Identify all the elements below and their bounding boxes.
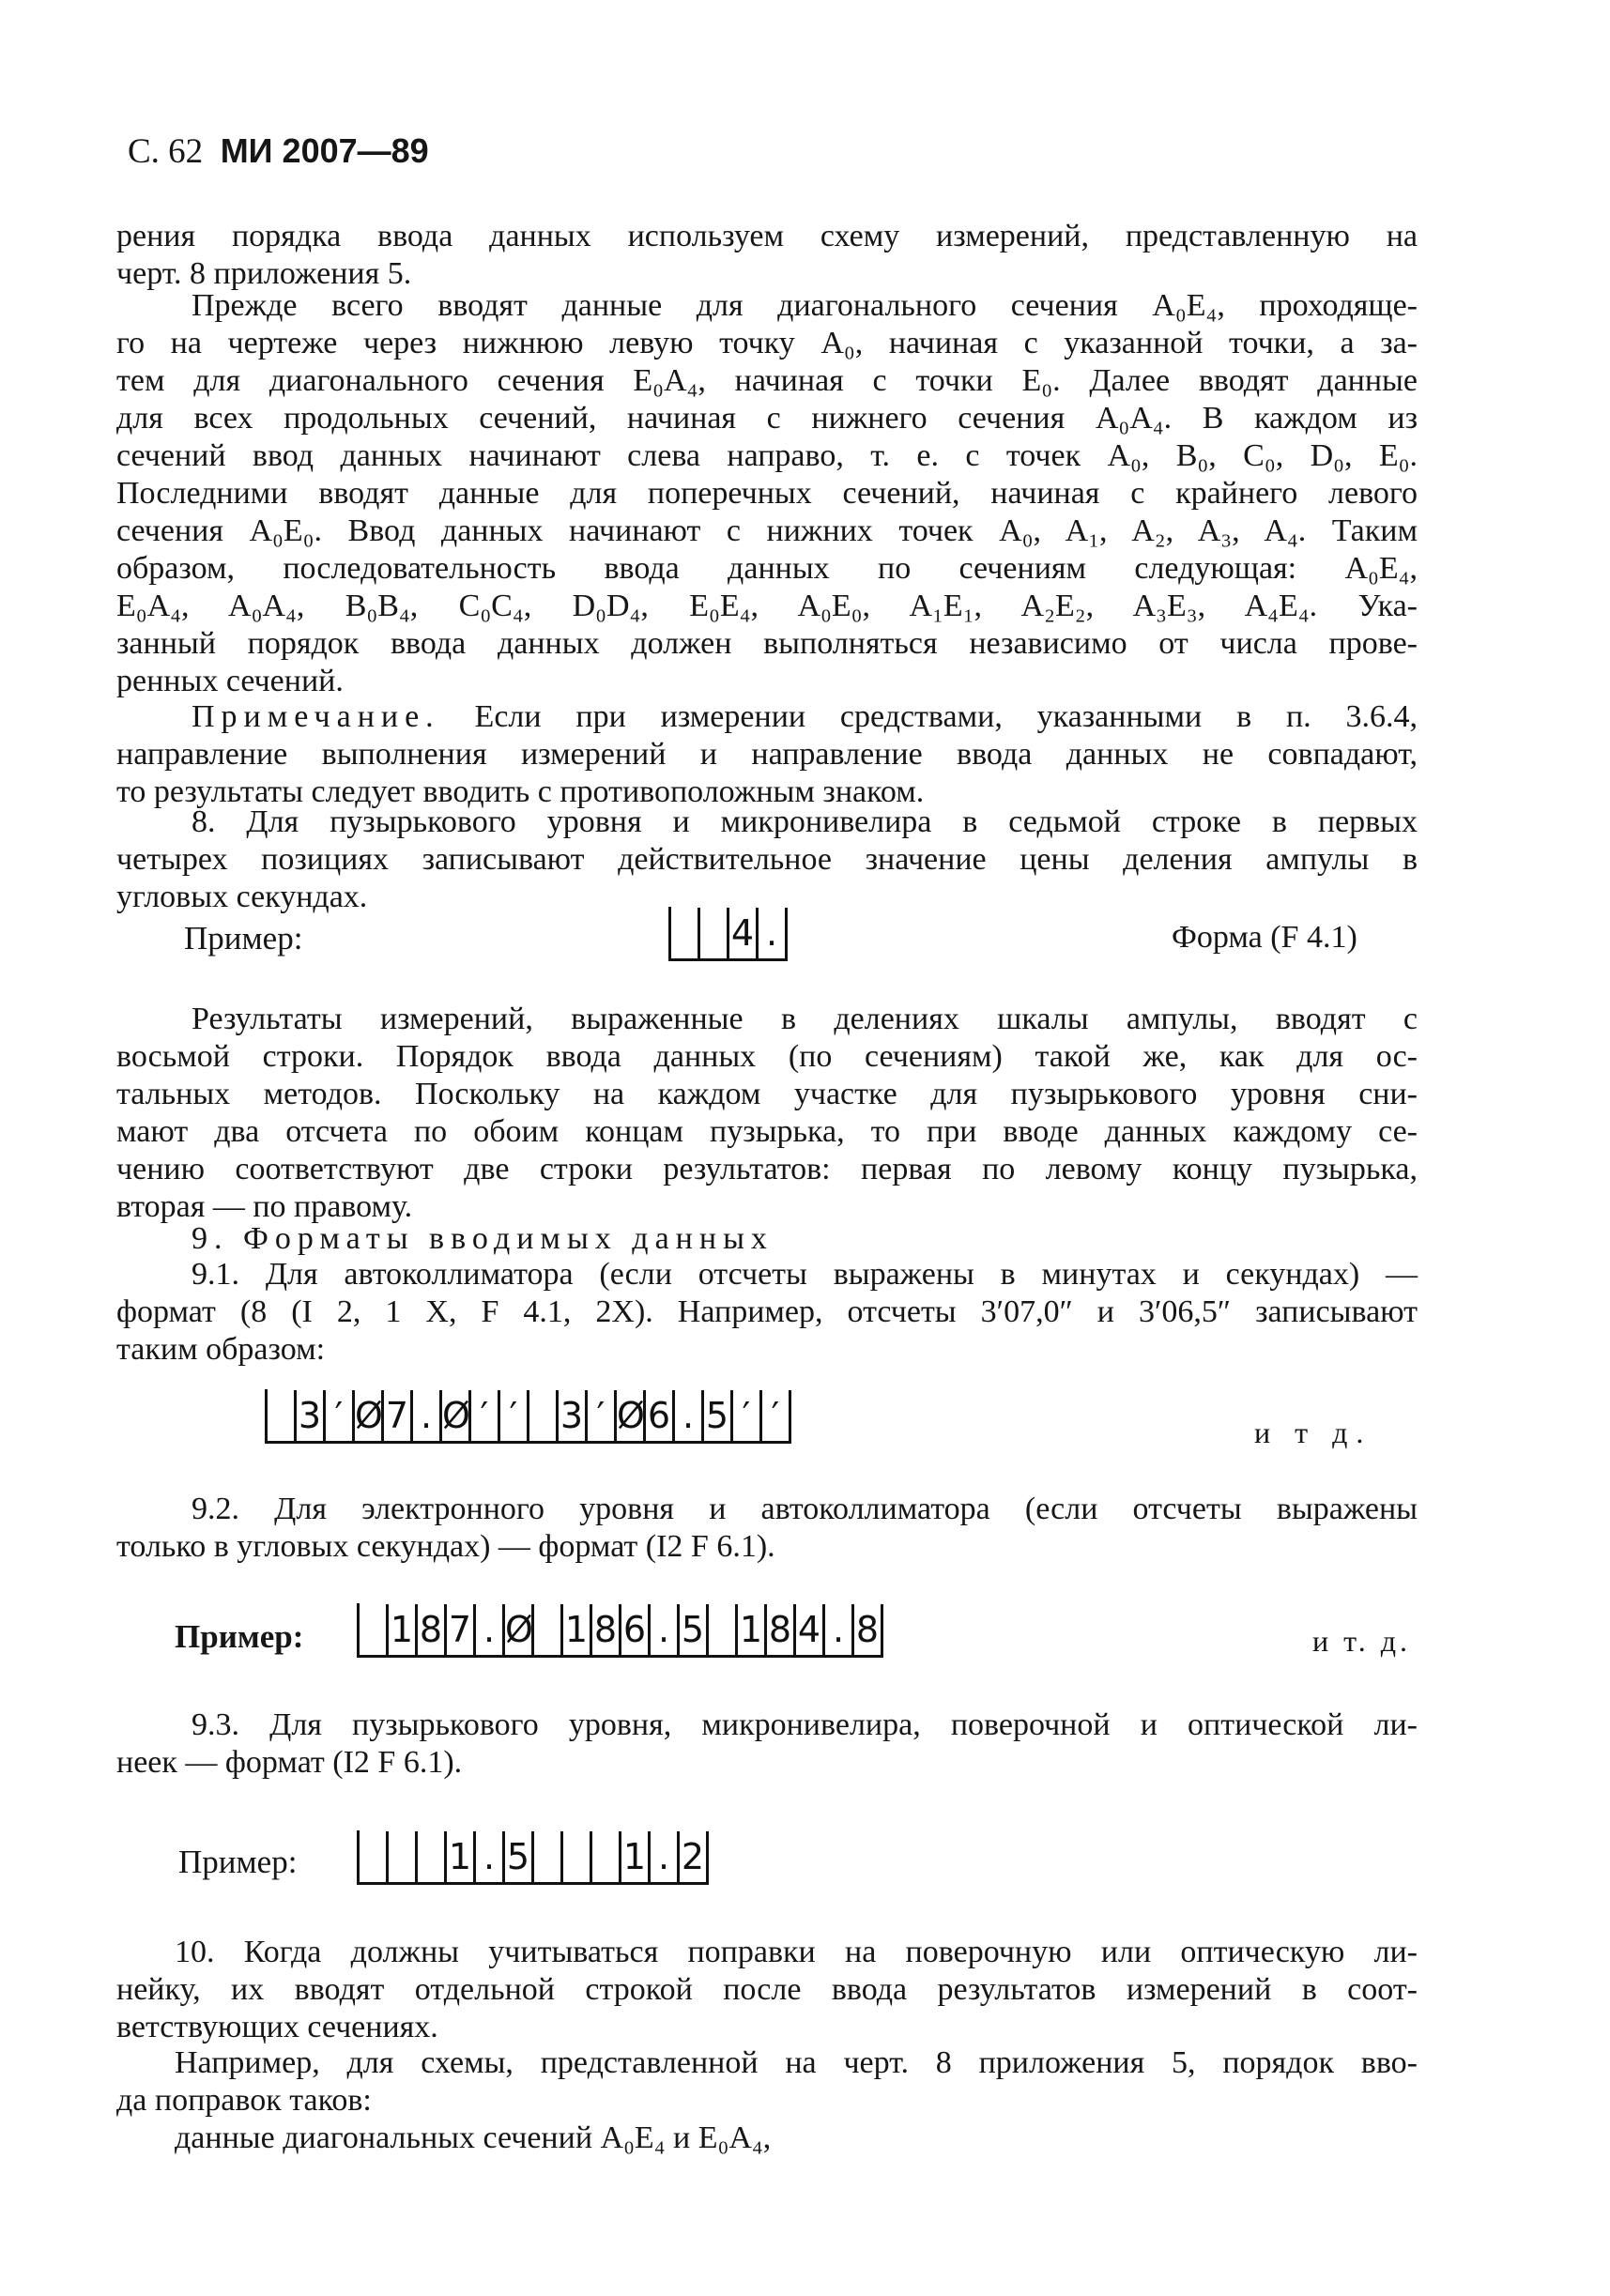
- section-title: 9. Форматы вводимых данных: [192, 1221, 774, 1256]
- box-cell: 5: [680, 1604, 709, 1655]
- text-line: мают два отсчета по обоим концам пузырька, то при вводе данных каждому се-: [116, 1114, 1418, 1149]
- box-cell: [360, 1604, 389, 1655]
- text-line: занный порядок ввода данных должен выполняться независимо от числа прове-: [116, 626, 1418, 661]
- text-line: E₀A₄, A₀A₄, B₀B₄, C₀C₄, D₀D₄, E₀E₄, A₀E₀, A₁E₁, A₂E₂, A₃E₃, A₄E₄. Ука-: [116, 589, 1418, 623]
- box-cell: Ø: [355, 1390, 384, 1441]
- box-cell: ′: [471, 1390, 500, 1441]
- box-cell: 1: [621, 1831, 651, 1882]
- text-line: черт. 8 приложения 5.: [116, 256, 412, 291]
- text-line: сечения A₀E₀. Ввод данных начинают с нижних точек A₀, A₁, A₂, A₃, A₄. Таким: [116, 513, 1418, 548]
- text-line: четырех позициях записывают действительное значение цены деления ампулы в: [116, 842, 1418, 877]
- box-cell: 8: [767, 1604, 796, 1655]
- text-line: Прежде всего вводят данные для диагонального сечения A₀E₄, проходяще-: [192, 288, 1418, 323]
- box-cell: 4: [729, 908, 759, 958]
- box-cell: [529, 1390, 559, 1441]
- text-line: неек — формат (I2 F 6.1).: [116, 1745, 463, 1780]
- box-cell: .: [476, 1604, 505, 1655]
- box-cell: Ø: [442, 1390, 471, 1441]
- box-cell: [268, 1390, 297, 1441]
- etc-note: и т. д.: [1312, 1624, 1411, 1658]
- box-cell: [700, 908, 729, 958]
- box-cell: 1: [738, 1604, 767, 1655]
- box-cell: ′: [762, 1390, 791, 1441]
- box-cell: 4: [796, 1604, 825, 1655]
- text-line: 10. Когда должны учитываться поправки на поверочную или оптическую ли-: [175, 1935, 1418, 1969]
- box-cell: .: [825, 1604, 854, 1655]
- box-cell: [534, 1604, 563, 1655]
- box-cell: ′: [733, 1390, 762, 1441]
- box-cell: .: [651, 1831, 680, 1882]
- text-line: ренных сечений.: [116, 664, 344, 698]
- box-cell: .: [651, 1604, 680, 1655]
- box-cell: 8: [854, 1604, 883, 1655]
- box-cell: [671, 908, 700, 958]
- text-line: восьмой строки. Порядок ввода данных (по сечениям) такой же, как для ос-: [116, 1039, 1418, 1074]
- note-word: Примечание.: [192, 699, 440, 734]
- box-cell: .: [759, 908, 788, 958]
- text-line: таким образом:: [116, 1332, 326, 1367]
- text-line: 9.1. Для автоколлиматора (если отсчеты выражены в минутах и секундах) —: [192, 1257, 1418, 1292]
- form-label: Форма (F 4.1): [1172, 920, 1357, 955]
- box-cell: .: [675, 1390, 704, 1441]
- example-label: Пример:: [178, 1844, 298, 1880]
- box-cell: [592, 1831, 621, 1882]
- box-cell: [534, 1831, 563, 1882]
- box-cell: [709, 1604, 738, 1655]
- text-line: то результаты следует вводить с противоположным знаком.: [116, 774, 925, 809]
- box-cell: 7: [447, 1604, 476, 1655]
- text-line: 9.3. Для пузырькового уровня, микронивелира, поверочной и оптической ли-: [192, 1707, 1418, 1742]
- text-line: только в угловых секундах) — формат (I2 F 6.1).: [116, 1529, 775, 1564]
- text-line: тем для диагонального сечения E₀A₄, начиная с точки E₀. Далее вводят данные: [116, 363, 1418, 398]
- text-line: чению соответствуют две строки результатов: первая по левому концу пузырька,: [116, 1152, 1418, 1186]
- example-label: Пример:: [184, 920, 303, 957]
- input-boxes: [357, 1603, 883, 1658]
- text-line: для всех продольных сечений, начиная с нижнего сечения A₀A₄. В каждом из: [116, 401, 1418, 436]
- box-cell: 1: [447, 1831, 476, 1882]
- text-line: сечений ввод данных начинают слева направо, т. е. с точек A₀, B₀, C₀, D₀, E₀.: [116, 438, 1418, 473]
- text-line: да поправок таков:: [116, 2083, 372, 2118]
- text-line: тальных методов. Поскольку на каждом участке для пузырькового уровня сни-: [116, 1077, 1418, 1111]
- box-cell: 6: [621, 1604, 651, 1655]
- box-cell: 5: [704, 1390, 733, 1441]
- input-boxes: [668, 907, 788, 961]
- note-text: Если при измерении средствами, указанными в п. 3.6.4,: [474, 699, 1418, 734]
- text-line: 9.2. Для электронного уровня и автоколлиматора (если отсчеты выражены: [192, 1492, 1418, 1526]
- page-header: [128, 131, 429, 172]
- box-cell: .: [413, 1390, 442, 1441]
- box-cell: [389, 1831, 418, 1882]
- text-line: данные диагональных сечений A₀E₄ и E₀A₄,: [175, 2120, 772, 2155]
- box-cell: 1: [389, 1604, 418, 1655]
- box-cell: Ø: [505, 1604, 534, 1655]
- text-line: ветствующих сечениях.: [116, 2010, 438, 2044]
- input-boxes: [265, 1389, 791, 1444]
- text-line: образом, последовательность ввода данных по сечениям следующая: A₀E₄,: [116, 551, 1418, 586]
- document-code: МИ 2007—89: [220, 131, 429, 170]
- text-line: Последними вводят данные для поперечных сечений, начиная с крайнего левого: [116, 476, 1418, 511]
- box-cell: ′: [326, 1390, 355, 1441]
- box-cell: 3: [297, 1390, 326, 1441]
- note-line: [192, 698, 1418, 736]
- box-cell: .: [476, 1831, 505, 1882]
- text-line: Результаты измерений, выраженные в делениях шкалы ампулы, вводят с: [192, 1002, 1418, 1036]
- box-cell: 1: [563, 1604, 592, 1655]
- box-cell: 8: [592, 1604, 621, 1655]
- input-boxes: [357, 1830, 709, 1885]
- box-cell: 7: [384, 1390, 413, 1441]
- text-line: направление выполнения измерений и направление ввода данных не совпадают,: [116, 737, 1418, 772]
- box-cell: 3: [559, 1390, 588, 1441]
- box-cell: [360, 1831, 389, 1882]
- text-line: формат (8 (I 2, 1 X, F 4.1, 2X). Например, отсчеты 3′07,0″ и 3′06,5″ записывают: [116, 1294, 1418, 1329]
- box-cell: 2: [680, 1831, 709, 1882]
- example-label: Пример:: [175, 1618, 304, 1655]
- text-line: 8. Для пузырькового уровня и микронивелира в седьмой строке в первых: [192, 804, 1418, 839]
- text-line: угловых секундах.: [116, 880, 368, 914]
- etc-note: и т д.: [1254, 1416, 1372, 1449]
- box-cell: ′: [588, 1390, 617, 1441]
- box-cell: 8: [418, 1604, 447, 1655]
- text-line: нейку, их вводят отдельной строкой после ввода результатов измерений в соот-: [116, 1972, 1418, 2007]
- box-cell: ′: [500, 1390, 529, 1441]
- page-number: С. 62: [128, 132, 204, 171]
- text-line: вторая — по правому.: [116, 1189, 413, 1224]
- text-line: го на чертеже через нижнюю левую точку A₀, начиная с указанной точки, а за-: [116, 326, 1418, 360]
- text-line: рения порядка ввода данных используем схему измерений, представленную на: [116, 219, 1418, 253]
- box-cell: Ø: [617, 1390, 646, 1441]
- box-cell: 6: [646, 1390, 675, 1441]
- box-cell: 5: [505, 1831, 534, 1882]
- box-cell: [418, 1831, 447, 1882]
- box-cell: [563, 1831, 592, 1882]
- text-line: Например, для схемы, представленной на черт. 8 приложения 5, порядок вво-: [175, 2045, 1418, 2080]
